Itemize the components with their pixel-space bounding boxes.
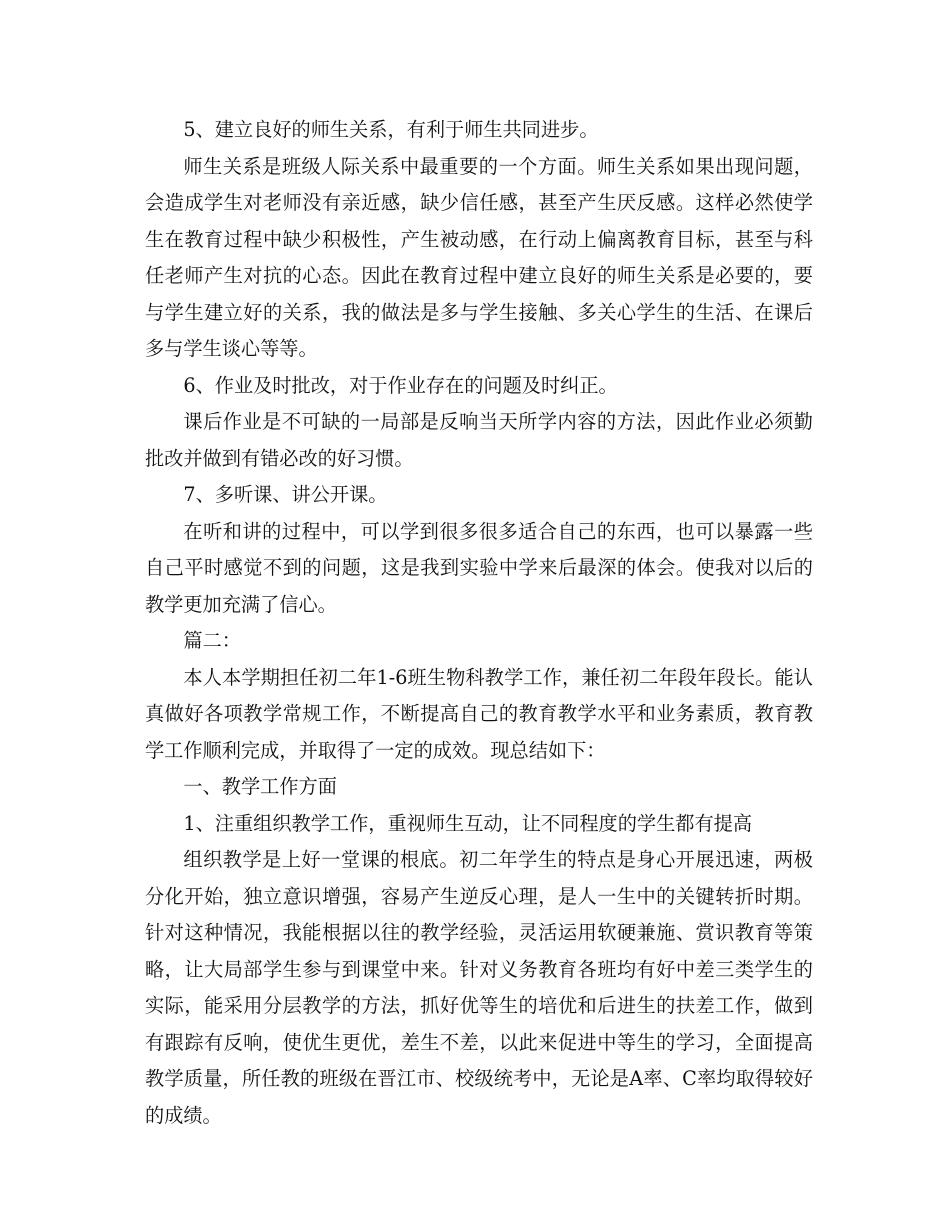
document-body [145, 112, 813, 1134]
heading-organizing-teaching: 1、注重组织教学工作，重视师生互动，让不同程度的学生都有提高 [183, 811, 753, 835]
paragraph-homework-correction: 课后作业是不可缺的一局部是反响当天所学内容的方法，因此作业必须勤批改并做到有错必改的好习惯。 [145, 410, 813, 470]
heading-teacher-student-relationship: 5、建立良好的师生关系，有利于师生共同进步。 [183, 118, 599, 141]
paragraph-teacher-student-relationship: 师生关系是班级人际关系中最重要的一个方面。师生关系如果出现问题，会造成学生对老师没有亲近感，缺少信任感，甚至产生厌反感。这样必然使学生在教育过程中缺少积极性，产生被动感，在行动上偏离教育目标，甚至与科任老师产生对抗的心态。因此在教育过程中建立良好的师生关系是必要的，要与学生建立好的关系，我的做法是多与学生接触、多关心学生的生活、在课后多与学生谈心等等。 [145, 154, 813, 360]
heading-homework-correction: 6、作业及时批改，对于作业存在的问题及时纠正。 [183, 373, 618, 397]
heading-lesson-observation: 7、多听课、讲公开课。 [183, 483, 388, 506]
heading-teaching-work: 一、教学工作方面 [183, 775, 337, 798]
paragraph-organizing-teaching: 组织教学是上好一堂课的根底。初二年学生的特点是身心开展迅速，两极分化开始，独立意识增强，容易产生逆反心理，是人一生中的关键转折时期。针对这种情况，我能根据以往的教学经验，灵活运用软硬兼施、赏识教育等策略，让大局部学生参与到课堂中来。针对义务教育各班均有好中差三类学生的实际，能采用分层教学的方法，抓好优等生的培优和后进生的扶差工作，做到有跟踪有反响，使优生更优，差生不差，以此来促进中等生的学习，全面提高教学质量，所任教的班级在晋江市、校级统考中，无论是A率、C率均取得较好的成绩。 [145, 848, 813, 1127]
paragraph-introduction: 本人本学期担任初二年1-6班生物科教学工作，兼任初二年段年段长。能认真做好各项教学常规工作，不断提高自己的教育教学水平和业务素质，教育教学工作顺利完成，并取得了一定的成效。现总结如下： [145, 665, 813, 762]
paragraph-lesson-observation: 在听和讲的过程中，可以学到很多很多适合自己的东西，也可以暴露一些自己平时感觉不到的问题，这是我到实验中学来后最深的体会。使我对以后的教学更加充满了信心。 [145, 519, 813, 616]
section-title-part-two: 篇二： [183, 629, 241, 652]
